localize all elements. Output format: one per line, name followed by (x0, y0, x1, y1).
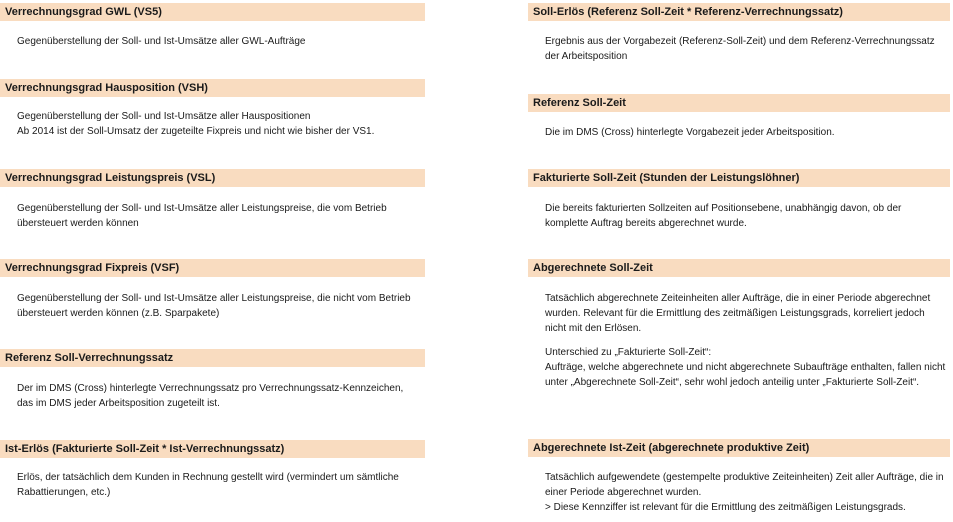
section-vsh (0, 79, 425, 139)
description-paragraph: Gegenüberstellung der Soll- und Ist-Umsätze aller GWL-Aufträge (17, 36, 306, 47)
section-referenz-soll-verrechnungssatz (0, 349, 425, 411)
section-fakturierte-soll-zeit (528, 169, 950, 231)
section-title: Ist-Erlös (Fakturierte Soll-Zeit * Ist-Verrechnungssatz) (0, 440, 425, 458)
description-paragraph: Erlös, der tatsächlich dem Kunden in Rechnung gestellt wird (vermindert um sämtliche Rabattierungen, etc.) (17, 472, 399, 498)
description-paragraph: > Diese Kennziffer ist relevant für die Ermittlung des zeitmäßigen Leistungsgrads. (545, 502, 906, 513)
description-paragraph: Gegenüberstellung der Soll- und Ist-Umsätze aller Leistungspreise, die nicht vom Betrieb übersteuert werden können (z.B. Sparpakete) (17, 293, 411, 319)
section-description (528, 201, 950, 231)
section-vs5 (0, 3, 425, 49)
section-title: Abgerechnete Ist-Zeit (abgerechnete produktive Zeit) (528, 439, 950, 457)
description-paragraph: Die im DMS (Cross) hinterlegte Vorgabezeit jeder Arbeitsposition. (545, 127, 835, 138)
section-title: Referenz Soll-Zeit (528, 94, 950, 112)
section-description (0, 381, 425, 411)
section-ist-erloes (0, 440, 425, 500)
section-abgerechnete-ist-zeit (528, 439, 950, 515)
description-paragraph: Ab 2014 ist der Soll-Umsatz der zugeteilte Fixpreis und nicht wie bisher der VS1. (17, 126, 375, 137)
section-description (0, 470, 425, 500)
section-abgerechnete-soll-zeit (528, 259, 950, 390)
description-paragraph: Der im DMS (Cross) hinterlegte Verrechnungssatz pro Verrechnungssatz-Kennzeichen, das im DMS jeder Arbeitsposition zugeteilt ist. (17, 383, 404, 409)
description-paragraph: Gegenüberstellung der Soll- und Ist-Umsätze aller Hauspositionen (17, 111, 311, 122)
section-vsf (0, 259, 425, 321)
section-description (0, 34, 425, 49)
section-title: Referenz Soll-Verrechnungssatz (0, 349, 425, 367)
section-title: Soll-Erlös (Referenz Soll-Zeit * Referenz-Verrechnungssatz) (528, 3, 950, 21)
section-description (528, 125, 950, 140)
section-vsl (0, 169, 425, 231)
section-soll-erloes (528, 3, 950, 64)
description-paragraph: Aufträge, welche abgerechnete und nicht abgerechnete Subaufträge enthalten, fallen nicht unter „Abgerechnete Soll-Zeit“, sehr wohl jedoch anteilig unter „Fakturierte Soll-Zeit“. (545, 362, 946, 388)
section-title: Verrechnungsgrad Leistungspreis (VSL) (0, 169, 425, 187)
section-description (528, 470, 950, 515)
description-paragraph: Die bereits fakturierten Sollzeiten auf Positionsebene, unabhängig davon, ob der komplette Auftrag bereits abgerechnet wurde. (545, 203, 902, 229)
section-title: Verrechnungsgrad GWL (VS5) (0, 3, 425, 21)
section-description (0, 291, 425, 321)
description-paragraph: Ergebnis aus der Vorgabezeit (Referenz-Soll-Zeit) und dem Referenz-Verrechnungssatz der Arbeitsposition (545, 36, 935, 62)
description-paragraph: Tatsächlich aufgewendete (gestempelte produktive Zeiteinheiten) Zeit aller Aufträge, die in einer Periode abgerechnet wurden. (545, 472, 944, 498)
section-title: Fakturierte Soll-Zeit (Stunden der Leistungslöhner) (528, 169, 950, 187)
description-paragraph: Unterschied zu „Fakturierte Soll-Zeit“: (545, 347, 712, 358)
section-title: Abgerechnete Soll-Zeit (528, 259, 950, 277)
section-description (0, 201, 425, 231)
section-referenz-soll-zeit (528, 94, 950, 140)
section-description (0, 109, 425, 139)
description-paragraph: Gegenüberstellung der Soll- und Ist-Umsätze aller Leistungspreise, die vom Betrieb übersteuert werden können (17, 203, 387, 229)
section-description (528, 34, 950, 64)
section-title: Verrechnungsgrad Fixpreis (VSF) (0, 259, 425, 277)
description-paragraph: Tatsächlich abgerechnete Zeiteinheiten aller Aufträge, die in einer Periode abgerechnet wurden. Relevant für die Ermittlung des zeitmäßigen Leistungsgrads, korreliert jedoch nicht mit den Erlösen. (545, 293, 931, 334)
section-description (528, 291, 950, 390)
section-title: Verrechnungsgrad Hausposition (VSH) (0, 79, 425, 97)
